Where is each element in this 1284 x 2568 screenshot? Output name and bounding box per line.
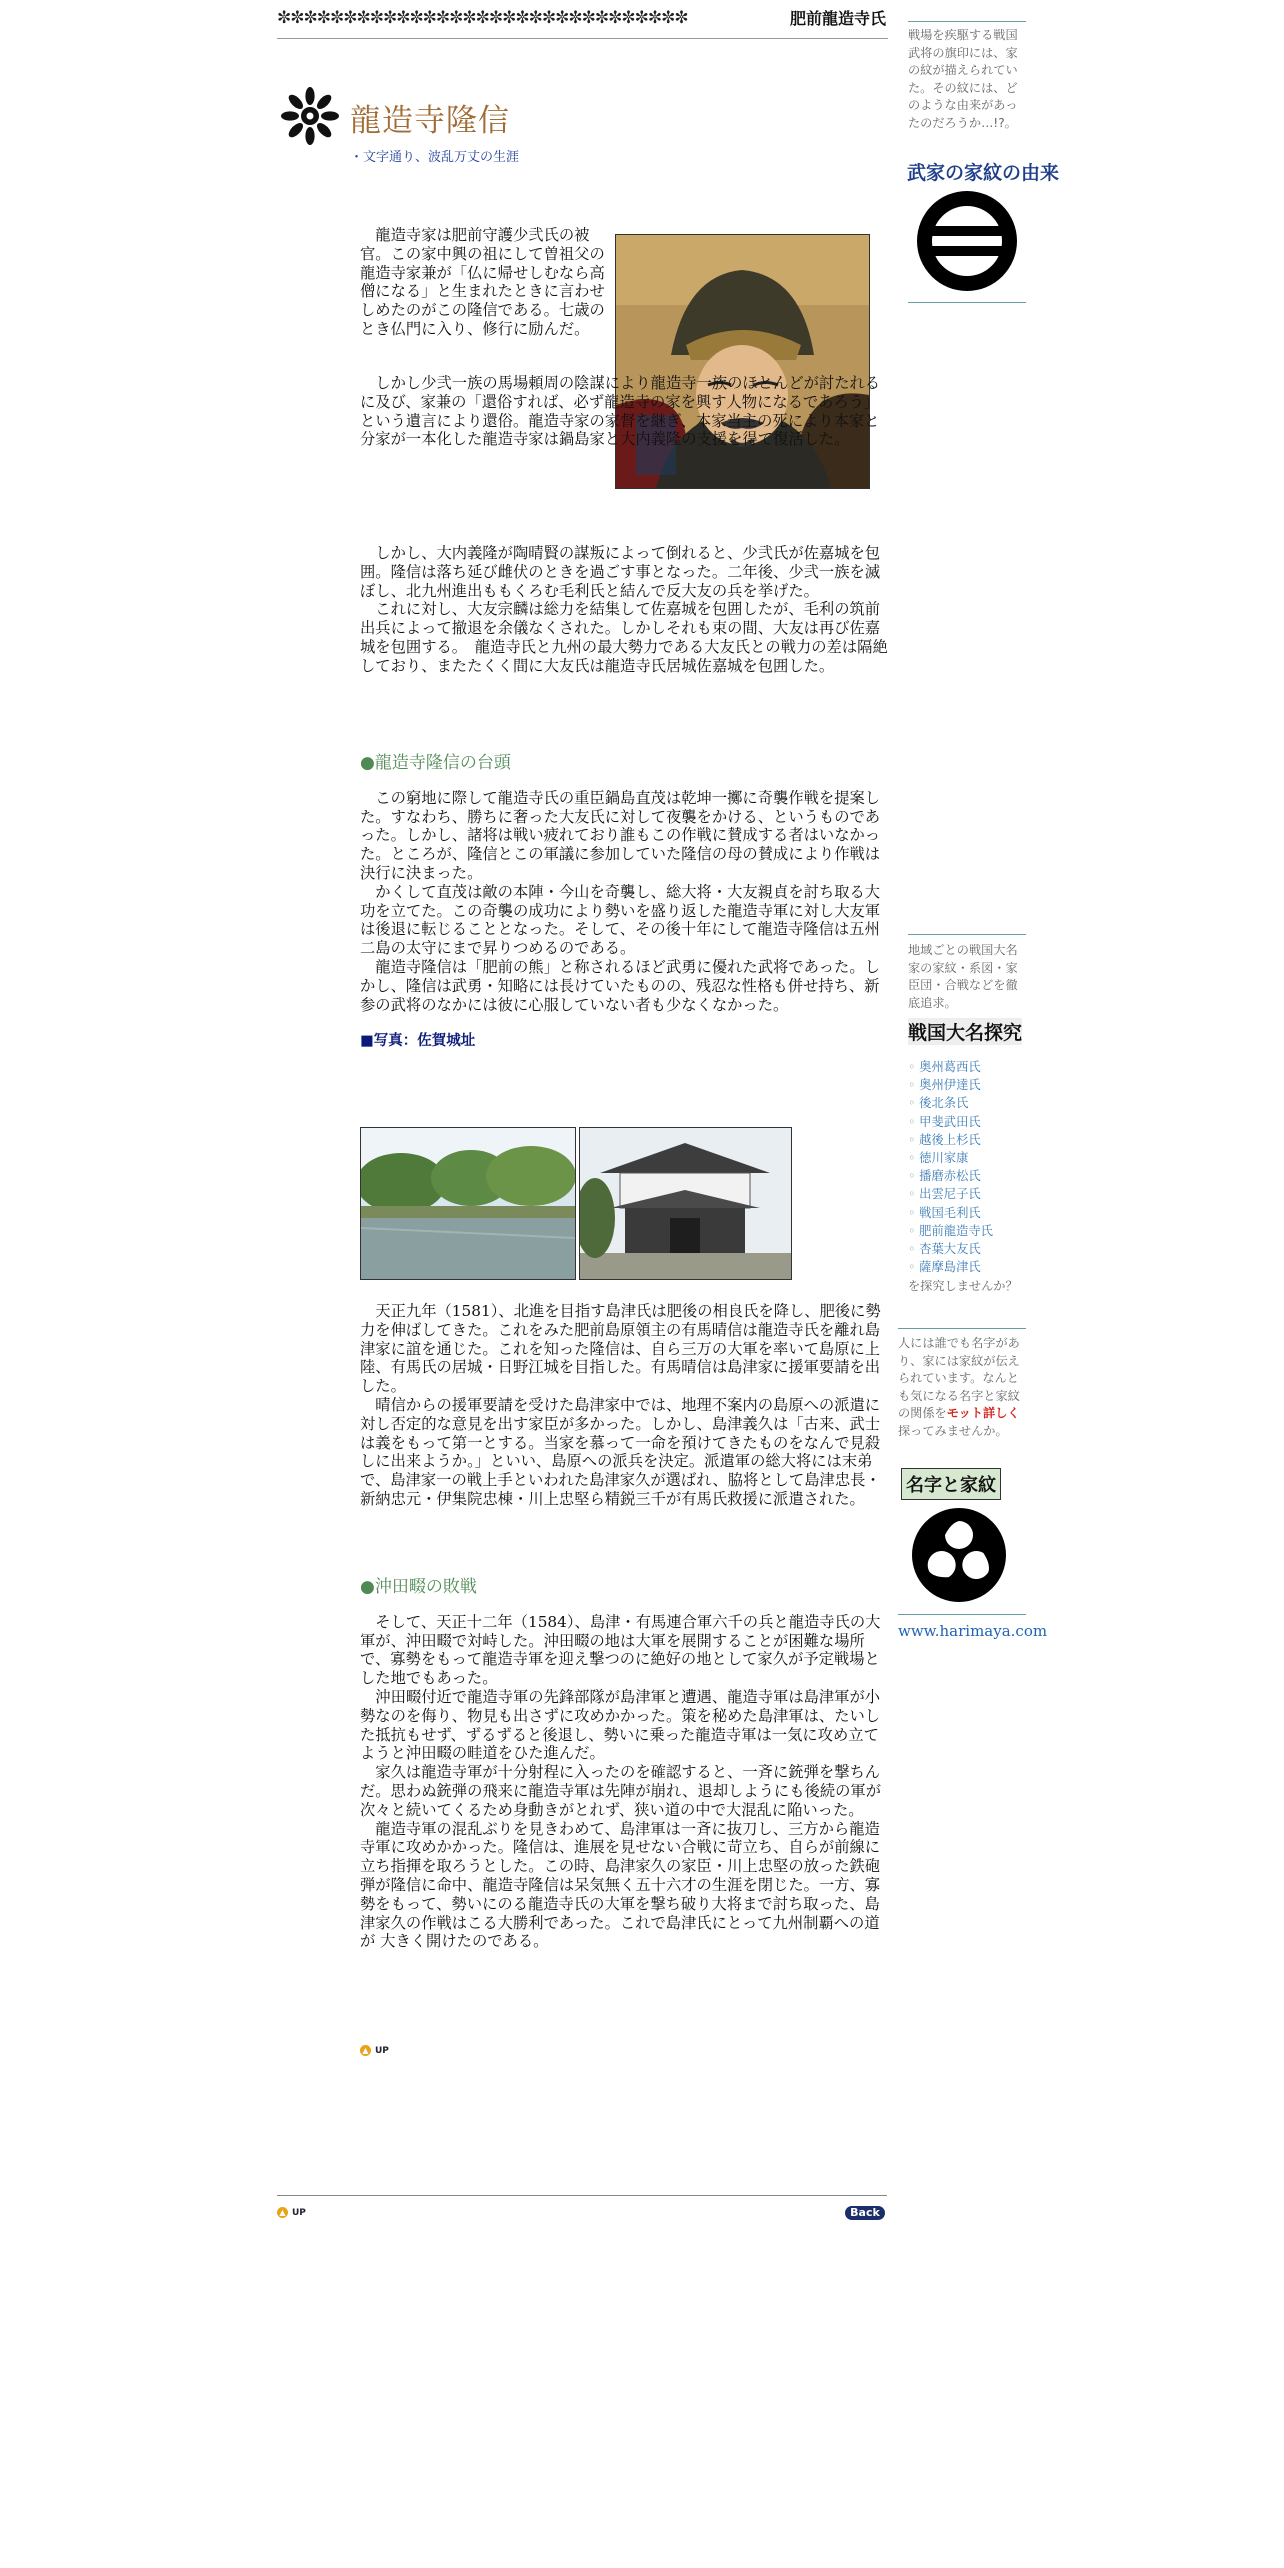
- kamon-circle-icon[interactable]: [916, 190, 1018, 292]
- sidebar-rule: [908, 21, 1026, 22]
- clan-link[interactable]: ◦ 奥州葛西氏: [908, 1058, 993, 1076]
- section-rise: [360, 754, 888, 1051]
- clan-link[interactable]: ◦ 播磨赤松氏: [908, 1167, 993, 1185]
- site-link[interactable]: www.harimaya.com: [898, 1622, 1048, 1640]
- section-paragraph: 天正九年（1581）、北進を目指す島津氏は肥後の相良氏を降し、肥後に勢力を伸ばしてきた。これをみた肥前島原領主の有馬晴信は龍造寺氏を離れ島津家に誼を通じた。これを知った隆信は、自ら三万の大軍を率いて島原に上陸、有馬氏の居城・日野江城を目指した。有馬晴信は島津家に援軍要請を出した。: [360, 1302, 881, 1396]
- section-paragraph: 龍造寺軍の混乱ぶりを見きわめて、島津軍は一斉に抜刀し、三方から龍造寺軍に攻めかかった。隆信は、進展を見せない合戦に苛立ち、自らが前線に立ち指揮を取ろうとした。この時、島津家久の家臣・川上忠堅の放った鉄砲弾が隆信に命中、龍造寺隆信は呆気無く五十六才の生涯を閉じた。一方、寡勢をもって、勢いにのる龍造寺氏の大軍を撃ち破り大将まで討ち取った、島津家久の作戦はこる大勝利であった。これで島津氏にとって九州制覇への道が 大きく開けたのである。: [360, 1819, 881, 1951]
- clan-link[interactable]: ◦ 後北条氏: [908, 1094, 993, 1112]
- intro-text: [360, 226, 888, 339]
- section-paragraph: かくして直茂は敵の本陣・今山を奇襲し、総大将・大友親貞を討ち取る大功を立てた。この奇襲の成功により勢いを盛り返した龍造寺軍に対し大友軍は後退に転じることとなった。そして、その後十年にして龍造寺隆信は五州二島の太守にまで昇りつめるのである。: [360, 882, 881, 958]
- clan-link[interactable]: ◦ 杏葉大友氏: [908, 1240, 993, 1258]
- photo-caption: ■写真：佐賀城址: [360, 1033, 476, 1050]
- back-button[interactable]: Back: [845, 2206, 885, 2220]
- clan-link-list: [908, 1058, 993, 1276]
- up-link[interactable]: [360, 2045, 389, 2056]
- section-paragraph: この窮地に際して龍造寺氏の重臣鍋島直茂は乾坤一擲に奇襲作戦を提案した。すなわち、勝ちに奢った大友氏に対して夜襲をかける、というものであった。しかし、諸将は戦い疲れており誰もこの作戦に賛成する者はいなかった。ところが、隆信とこの軍議に参加していた隆信の母の賛成により作戦は決行に決まった。: [360, 788, 881, 882]
- clan-link[interactable]: ◦ 徳川家康: [908, 1149, 993, 1167]
- intro-paragraph: 龍造寺家は肥前守護少弐氏の被官。この家中興の祖にして曽祖父の龍造寺家兼が「仏に帰せしむなら高僧になる」と生まれたときに言わせしめたのがこの隆信である。七歳のとき仏門に入り、修行に励んだ。: [360, 226, 605, 338]
- clan-link[interactable]: ◦ 戦国毛利氏: [908, 1204, 993, 1222]
- saga-castle-moat-photo: [360, 1127, 576, 1280]
- main-column: [277, 0, 888, 175]
- clan-title: 肥前龍造寺氏: [787, 6, 886, 29]
- sidebar-rule: [908, 302, 1026, 303]
- subtitle: ・文字通り、波乱万丈の生涯: [350, 150, 520, 165]
- kamon-crest-icon: [279, 85, 341, 147]
- tomoe-crest-icon[interactable]: [911, 1507, 1007, 1603]
- saga-castle-gate-photo: [579, 1127, 792, 1280]
- section-paragraph: 沖田畷付近で龍造寺軍の先鋒部隊が島津軍と遭遇、龍造寺軍は島津軍が小勢なのを侮り、物見も出さずに攻めかかった。策を秘めた島津軍は、たいした抵抗もせず、ずるずると後退し、勢いに乗った龍造寺軍は一気に攻め立てようと沖田畷の畦道をひた進んだ。: [360, 1687, 881, 1763]
- page-title: 龍造寺隆信: [350, 103, 510, 139]
- daimyo-research-blurb: 地域ごとの戦国大名家の家紋・系図・家臣団・合戦などを徹底追求。: [908, 943, 1018, 1010]
- arrow-up-icon: ▲: [277, 2207, 288, 2218]
- up-label: UP: [375, 2045, 389, 2056]
- section-shimazu: [360, 1302, 888, 1509]
- intro-text-3: [360, 544, 888, 676]
- daimyo-research-footer: を探究しませんか？: [908, 1279, 1018, 1293]
- sidebar-rule: [908, 934, 1026, 935]
- section-paragraph: 家久は龍造寺軍が十分射程に入ったのを確認すると、一斉に銃弾を撃ちんだ。思わぬ銃弾の飛来に龍造寺軍は先陣が崩れ、退却しようにも後続の軍が次々と続いてくるため身動きがとれず、狭い道の中で大混乱に陥いった。: [360, 1763, 882, 1819]
- footer-up-link[interactable]: [277, 2207, 306, 2218]
- section-heading: ●龍造寺隆信の台頭: [360, 753, 511, 773]
- section-paragraph: 龍造寺隆信は「肥前の熊」と称されるほど武勇に優れた武将であった。しかし、隆信は武勇・知略には長けていたものの、残忍な性格も併せ持ち、新参の武将のなかには彼に心服していない者も少なくなかった。: [360, 957, 880, 1014]
- arrow-up-icon: ▲: [360, 2045, 371, 2056]
- footer-divider: [277, 2195, 887, 2196]
- intro-paragraph: しかし、大内義隆が陶晴賢の謀叛によって倒れると、少弐氏が佐嘉城を包囲。隆信は落ち延び雌伏のときを過ごす事となった。二年後、少弐一族を滅ぼし、北九州進出ももくろむ毛利氏と結んで反大友の兵を挙げた。: [360, 544, 881, 600]
- section-okitanawate: [360, 1578, 888, 1951]
- daimyo-research-banner[interactable]: 戦国大名探究: [908, 1018, 1022, 1045]
- up-label: UP: [292, 2207, 306, 2218]
- sidebar-rule: [898, 1328, 1026, 1329]
- clan-link[interactable]: ◦ 薩摩島津氏: [908, 1258, 993, 1276]
- intro-text-2: [360, 374, 888, 449]
- myoji-kamon-blurb: 人には誰でも名字があり、家には家紋が伝えられています。なんとも気になる名字と家紋の関係をモット詳しく探ってみませんか。: [898, 1336, 1020, 1438]
- myoji-kamon-banner[interactable]: 名字と家紋: [901, 1468, 1001, 1500]
- header-band: [277, 0, 888, 39]
- clan-link[interactable]: ◦ 出雲尼子氏: [908, 1185, 993, 1203]
- clan-link[interactable]: ◦ 肥前龍造寺氏: [908, 1222, 993, 1240]
- sidebar-rule: [898, 1614, 1026, 1615]
- kamon-origin-blurb: 戦場を疾駆する戦国武将の旗印には、家の紋が描えられていた。その紋には、どのような由来があったのだろうか…!?。: [908, 28, 1018, 130]
- clan-link[interactable]: ◦ 奥州伊達氏: [908, 1076, 993, 1094]
- section-paragraph: そして、天正十二年（1584）、島津・有馬連合軍六千の兵と龍造寺氏の大軍が、沖田畷で対峙した。沖田畷の地は大軍を展開することが困難な場所で、寡勢をもって龍造寺軍を迎え撃つのに絶好の地として家久が予定戦場とした地でもあった。: [360, 1612, 881, 1688]
- title-block: [277, 85, 888, 175]
- kamon-origin-banner[interactable]: 武家の家紋の由来: [907, 162, 1060, 184]
- flower-pattern-row: ✼✼✼✼✼✼✼✼✼✼✼✼✼✼✼✼✼✼✼✼✼✼✼✼✼✼✼✼✼✼✼: [277, 8, 688, 28]
- clan-link[interactable]: ◦ 甲斐武田氏: [908, 1113, 993, 1131]
- clan-link[interactable]: ◦ 越後上杉氏: [908, 1131, 993, 1149]
- intro-paragraph: しかし少弐一族の馬場頼周の陰謀により龍造寺一族のほとんどが討たれるに及び、家兼の「還俗すれば、必ず龍造寺の家を興す人物になるであろう」という遺言により還俗。龍造寺家の家督を継ぎ、本家当主の死により本家と分家が一本化した龍造寺家は鍋島家と大内義隆の支援を得て復活した。: [360, 374, 881, 449]
- section-heading: ●沖田畷の敗戦: [360, 1577, 477, 1597]
- section-paragraph: 晴信からの援軍要請を受けた島津家中では、地理不案内の島原への派遣に対し否定的な意見を出す家臣が多かった。しかし、島津義久は「古来、武士は義をもって第一とする。当家を慕って一命を預けてきたものをなんで見殺しに出来ようか。」といい、島原への派兵を決定。派遣軍の総大将には末弟で、島津家一の戦上手といわれた島津家久が選ばれ、脇将として島津忠長・新納忠元・伊集院忠棟・川上忠堅ら精鋭三千が有馬氏救援に派遣された。: [360, 1395, 881, 1508]
- intro-paragraph: これに対し、大友宗麟は総力を結集して佐嘉城を包囲したが、毛利の筑前出兵によって撤退を余儀なくされた。しかしそれも束の間、大友は再び佐嘉城を包囲する。 龍造寺氏と九州の最大勢力である大友氏との戦力の差は隔絶しており、またたくく間に大友氏は龍造寺氏居城佐嘉城を包囲した。: [360, 600, 888, 675]
